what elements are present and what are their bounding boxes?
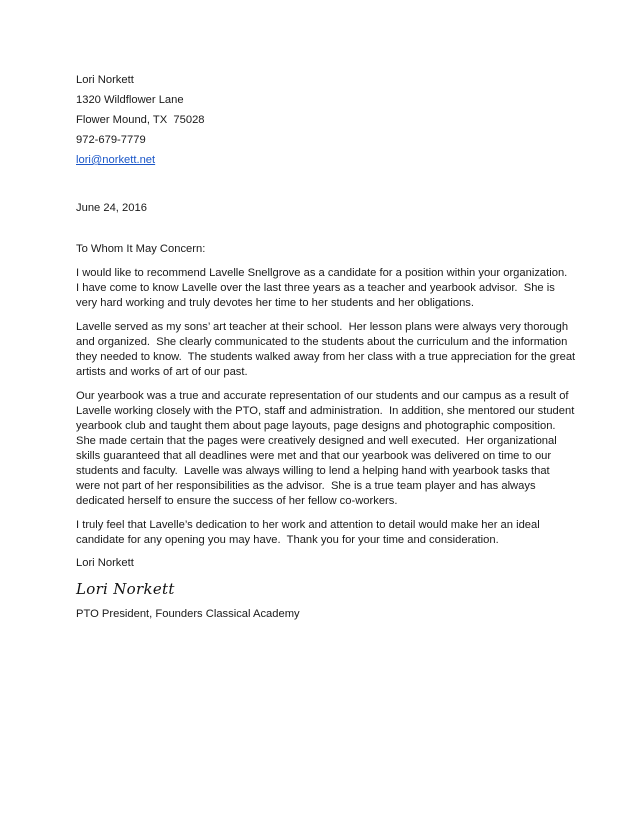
sender-address-block [76,70,576,170]
signer-title: PTO President, Founders Classical Academy [76,608,300,620]
letter-page [76,70,579,622]
closing-name: Lori Norkett [76,557,134,569]
body-paragraph-2 [76,320,579,380]
sender-email-link[interactable]: lori@norkett.net [76,154,156,166]
sender-city-state-zip: Flower Mound, TX 75028 [76,114,205,126]
sender-name: Lori Norkett [76,74,134,86]
body-paragraph-text: I would like to recommend Lavelle Snellgrove as a candidate for a position within your organization. I have come to know Lavelle over the last three years as a teacher and yearbook advisor. She is very hard working and truly devotes her time to her students and her obligations. [76,267,574,309]
body-paragraph-text: Lavelle served as my sons’ art teacher at their school. Her lesson plans were always very thorough and organized. She clearly communicated to the students about the curriculum and the information they needed to know. The students walked away from her class with a true appreciation for the great artists and works of art of our past. [76,321,579,378]
sender-phone: 972-679-7779 [76,134,146,146]
body-paragraph-1 [76,266,576,311]
letter-date: June 24, 2016 [76,202,147,214]
handwritten-signature: Lori Norkett [76,580,175,598]
body-paragraph-text: Our yearbook was a true and accurate representation of our students and our campus as a result of Lavelle working closely with the PTO, staff and administration. In addition, she mentored our student yearbook club and taught them about page layouts, page designs and photographic composition. She made certain that the pages were creatively designed and well executed. Her organizational skills guaranteed that all deadlines were met and that our yearbook was delivered on time to our students and faculty. Lavelle was always willing to lend a helping hand with yearbook tasks that were not part of her responsibilities as the advisor. She is a true team player and has always dedicated herself to ensure the success of her fellow co-workers. [76,390,578,507]
salutation: To Whom It May Concern: [76,243,206,255]
sender-street: 1320 Wildflower Lane [76,94,184,106]
body-paragraph-4 [76,518,576,548]
body-paragraph-text: I truly feel that Lavelle’s dedication to her work and attention to detail would make her an ideal candidate for any opening you may have. Thank you for your time and consideration. [76,519,543,546]
body-paragraph-3 [76,389,576,509]
